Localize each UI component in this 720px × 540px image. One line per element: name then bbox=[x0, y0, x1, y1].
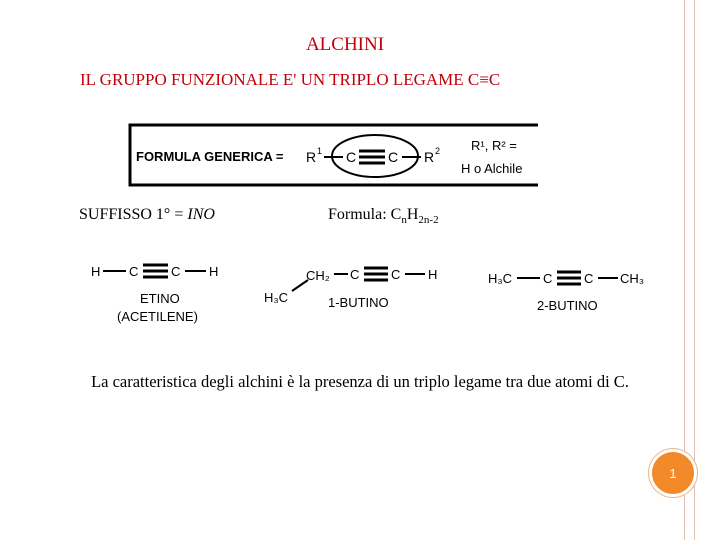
general-formula-note-2: H o Alchile bbox=[461, 161, 523, 176]
formula-sub: 2n-2 bbox=[418, 214, 439, 227]
description-text: La caratteristica degli alchini è la presenza di un triplo legame tra due atomi di C. bbox=[91, 372, 629, 391]
butino1-name: 1-BUTINO bbox=[328, 295, 389, 310]
molecule-2-butino bbox=[486, 262, 658, 320]
general-formula-c-right: C bbox=[388, 149, 399, 165]
general-formula-r2-sup: 2 bbox=[435, 146, 441, 156]
formula-label: Formula: C bbox=[328, 206, 402, 223]
etino-alt-name: (ACETILENE) bbox=[117, 309, 198, 324]
etino-h-right: H bbox=[209, 264, 219, 279]
etino-h-left: H bbox=[91, 264, 101, 279]
general-formula-note-1: R¹, R² = bbox=[471, 138, 517, 153]
butino1-c-right: C bbox=[391, 267, 401, 282]
general-formula-label: FORMULA GENERICA = bbox=[136, 149, 284, 164]
page-number-badge: 1 bbox=[649, 449, 697, 497]
etino-name: ETINO bbox=[140, 291, 180, 306]
general-formula-box bbox=[128, 122, 548, 190]
general-formula-r2: R bbox=[424, 149, 435, 165]
molecule-1-butino bbox=[262, 258, 448, 318]
slide-subtitle: IL GRUPPO FUNZIONALE E' UN TRIPLO LEGAME C≡C bbox=[80, 70, 501, 89]
slide-title: ALCHINI bbox=[305, 34, 385, 55]
suffix-value: INO bbox=[187, 206, 215, 223]
formula-line bbox=[328, 206, 439, 226]
butino2-ch3-right: CH₃ bbox=[620, 271, 645, 286]
suffix-line bbox=[79, 206, 215, 224]
molecule-etino bbox=[88, 258, 228, 330]
butino2-c-right: C bbox=[584, 271, 594, 286]
suffix-label: SUFFISSO 1° = bbox=[79, 206, 188, 223]
butino1-h-right: H bbox=[428, 267, 438, 282]
butino1-c-left: C bbox=[350, 267, 360, 282]
decorative-rail-right bbox=[694, 0, 695, 540]
butino2-ch3-left: H₃C bbox=[488, 271, 513, 286]
formula-n: n bbox=[401, 214, 407, 227]
general-formula-r1: R bbox=[306, 149, 317, 165]
etino-c-left: C bbox=[129, 264, 139, 279]
etino-c-right: C bbox=[171, 264, 181, 279]
general-formula-c-left: C bbox=[346, 149, 357, 165]
general-formula-r1-sup: 1 bbox=[317, 146, 323, 156]
butino2-c-left: C bbox=[543, 271, 553, 286]
butino2-name: 2-BUTINO bbox=[537, 298, 598, 313]
formula-h: H bbox=[406, 206, 419, 223]
butino1-ch3: H₃C bbox=[264, 290, 289, 305]
butino1-ch2: CH₂ bbox=[306, 268, 330, 283]
